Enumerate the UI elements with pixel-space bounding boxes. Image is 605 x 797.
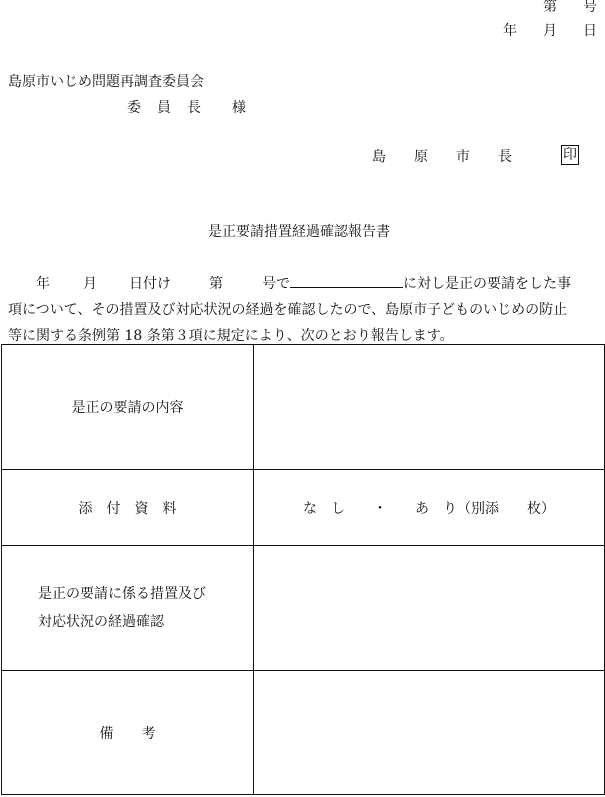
row-label-measures-line-1: 是正の要請に係る措置及び: [38, 586, 206, 602]
table-row: [2, 546, 605, 671]
table-row: [2, 671, 605, 795]
table-row: [2, 470, 605, 546]
body-line-1: [8, 271, 602, 297]
reference-blank-line: [290, 274, 403, 288]
row-label-remarks: 備 考: [2, 671, 254, 795]
addressee-organization: 島原市いじめ問題再調査委員会: [8, 74, 204, 90]
attachments-options[interactable]: な し ・ あ り（別添 枚）: [254, 470, 605, 546]
date-month-label: 月: [543, 23, 557, 39]
body-line-3: 等に関する条例第 18 条第３項に規定により、次のとおり報告します。: [8, 328, 454, 344]
date-year-label: 年: [503, 23, 517, 39]
report-body: [8, 271, 602, 349]
row-label-request-content: 是正の要請の内容: [2, 345, 254, 470]
report-table: [1, 344, 605, 795]
row-label-attachments: 添 付 資 料: [2, 470, 254, 546]
document-date-line: [503, 24, 597, 38]
number-label-dai: 第: [543, 0, 557, 15]
body-number-dai: 第: [209, 276, 223, 292]
body-month-label: 月: [83, 276, 97, 292]
date-day-label: 日: [583, 23, 597, 39]
body-number-go: 号で: [262, 276, 290, 292]
row-label-measures-progress: [2, 546, 254, 671]
addressee-title: 委 員 長 様: [127, 100, 247, 116]
document-number-line: [543, 0, 597, 14]
body-line-1-rest: に対し是正の要請をした事: [403, 276, 571, 292]
row-label-measures-line-2: 対応状況の経過確認: [38, 614, 164, 630]
request-content-cell[interactable]: [254, 345, 605, 470]
number-label-go: 号: [583, 0, 597, 15]
remarks-cell[interactable]: [254, 671, 605, 795]
measures-progress-cell[interactable]: [254, 546, 605, 671]
sender-name: 島 原 市 長: [372, 149, 512, 165]
seal-box: 印: [563, 147, 577, 163]
report-title: 是正要請措置経過確認報告書: [208, 224, 390, 240]
table-row: [2, 345, 605, 470]
body-date-suffix: 日付け: [129, 276, 171, 292]
body-line-2: 項について、その措置及び対応状況の経過を確認したので、島原市子どものいじめの防止: [8, 302, 568, 318]
body-year-label: 年: [36, 276, 50, 292]
